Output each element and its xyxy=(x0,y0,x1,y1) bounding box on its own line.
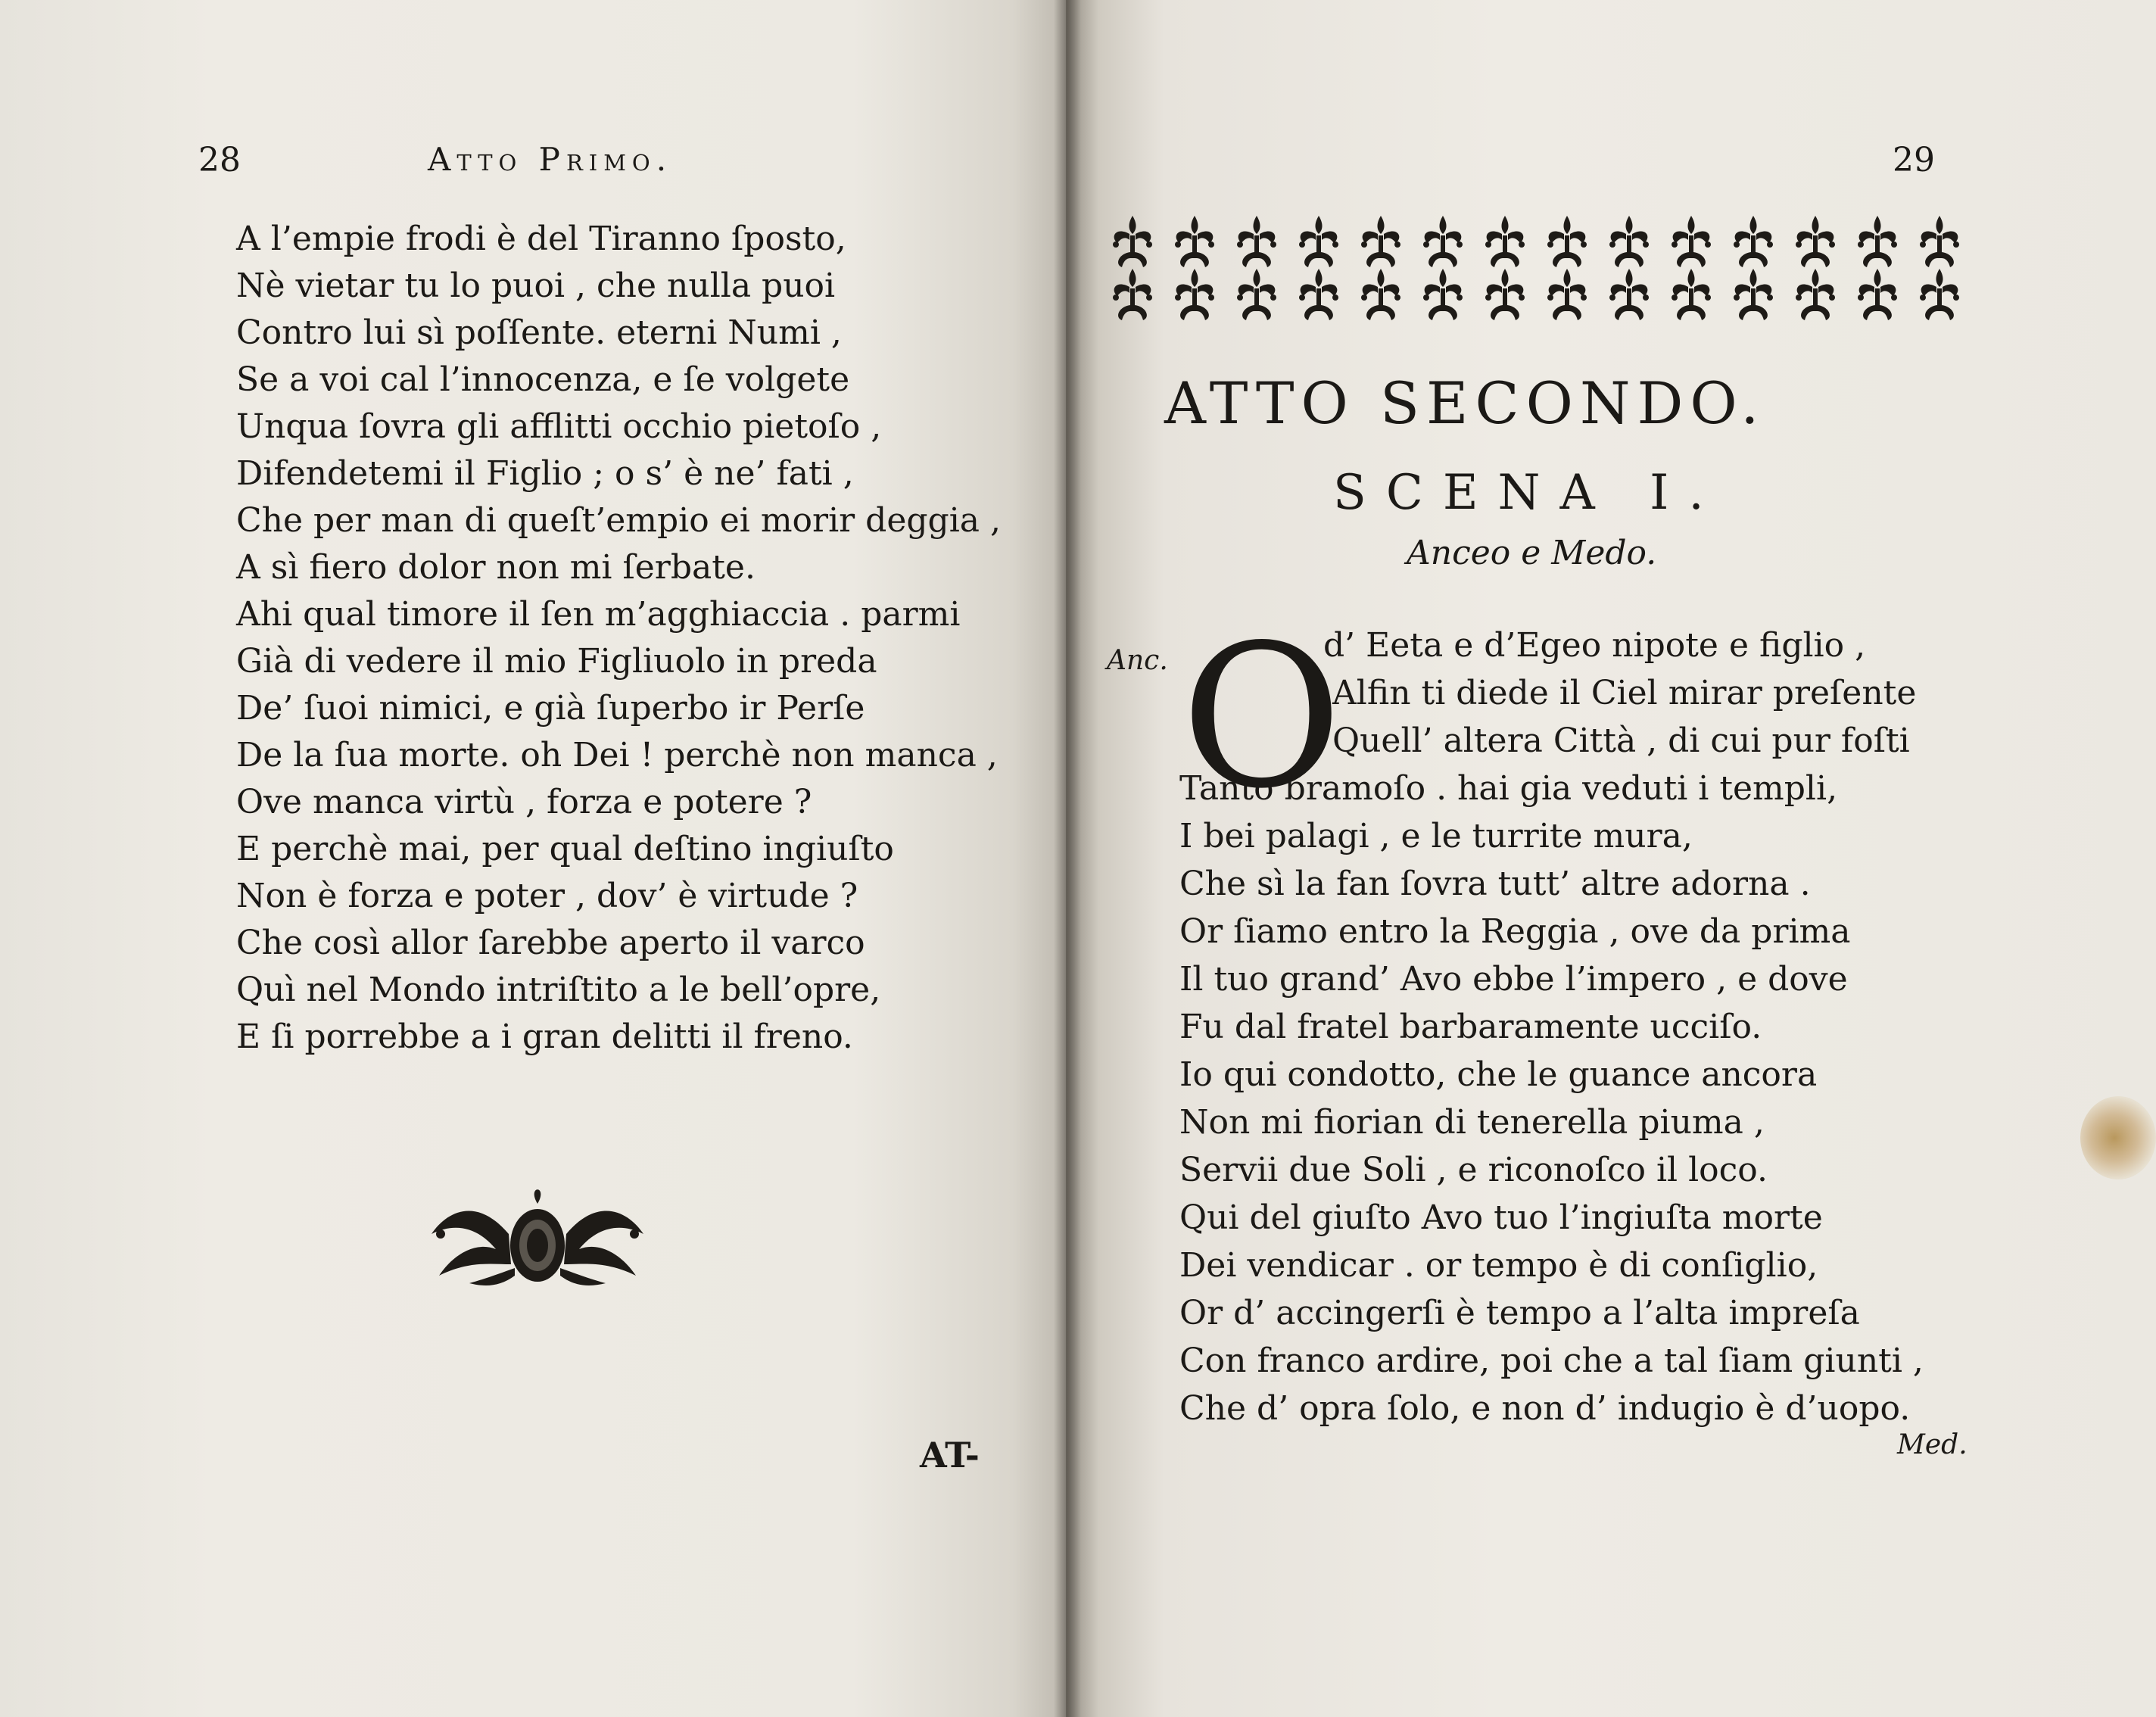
left-catchword: AT- xyxy=(920,1435,980,1475)
verse-line: Non mi fiorian di tenerella piuma , xyxy=(1179,1103,1765,1142)
verse-line: Nè vietar tu lo puoi , che nulla puoi xyxy=(236,266,836,305)
fleuron xyxy=(1858,216,1897,267)
verse-line: Alfin ti diede il Ciel mirar preſente xyxy=(1332,674,1917,712)
fleuron xyxy=(1237,216,1276,267)
fleuron xyxy=(1113,216,1152,267)
verse-line: Or ſiamo entro la Reggia , ove da prima xyxy=(1179,912,1851,951)
verse-line: Or d’ accingerſi è tempo a l’alta impreſa xyxy=(1179,1294,1860,1332)
fleuron xyxy=(1920,216,1959,267)
scene-title: SCENA I. xyxy=(1333,465,1724,521)
paper-stain xyxy=(2080,1096,2156,1179)
verse-line: Se a voi cal l’innocenza, e ſe volgete xyxy=(236,360,850,399)
verse-line: Già di vedere il mio Figliuolo in preda xyxy=(236,642,877,681)
verse-line: Fu dal fratel barbaramente ucciſo. xyxy=(1179,1008,1762,1046)
fleuron xyxy=(1175,216,1214,267)
fleuron xyxy=(1485,216,1525,267)
fleuron xyxy=(1547,269,1587,320)
fleuron xyxy=(1299,269,1338,320)
verse-line: Dei vendicar . or tempo è di conſiglio, xyxy=(1179,1246,1818,1285)
verse-line: Che per man di queſt’empio ei morir deggia , xyxy=(236,501,1001,540)
verse-line: Non è forza e poter , dov’ è virtude ? xyxy=(236,877,858,915)
right-page-number: 29 xyxy=(1893,141,1935,179)
fleuron xyxy=(1113,269,1152,320)
fleuron xyxy=(1423,269,1463,320)
verse-line: A l’empie frodi è del Tiranno ſposto, xyxy=(236,220,846,258)
verse-line: Con franco ardire, poi che a tal ſiam giunti , xyxy=(1179,1342,1924,1380)
left-page-number: 28 xyxy=(198,141,241,179)
fleuron xyxy=(1672,216,1711,267)
fleuron xyxy=(1609,216,1649,267)
fleuron xyxy=(1361,269,1400,320)
fleuron xyxy=(1796,216,1835,267)
verse-line: Che d’ opra ſolo, e non d’ indugio è d’uopo. xyxy=(1179,1389,1911,1428)
fleuron xyxy=(1237,269,1276,320)
verse-line: Ahi qual timore il ſen m’agghiaccia . parmi xyxy=(236,595,961,634)
book-gutter xyxy=(1054,0,1081,1717)
fleuron xyxy=(1609,269,1649,320)
verse-line: Ove manca virtù , forza e potere ? xyxy=(236,783,812,821)
verse-line: Che sì la fan ſovra tutt’ altre adorna . xyxy=(1179,865,1811,903)
verse-line: Contro lui sì poſſente. eterni Numi , xyxy=(236,313,842,352)
drop-cap: O xyxy=(1181,603,1343,832)
verse-line: Quì nel Mondo intriſtito a le bell’opre, xyxy=(236,971,881,1009)
headpiece-ornament xyxy=(1104,204,1973,333)
left-page xyxy=(0,0,1066,1717)
vignette-ornament xyxy=(424,1181,651,1295)
fleuron xyxy=(1547,216,1587,267)
verse-line: De la ſua morte. oh Dei ! perchè non manca , xyxy=(236,736,998,774)
verse-line: Che così allor ſarebbe aperto il varco xyxy=(236,924,865,962)
verse-line: E ſi porrebbe a i gran delitti il freno. xyxy=(236,1017,853,1056)
verse-line: E perchè mai, per qual deſtino ingiuſto xyxy=(236,830,894,868)
verse-line: Quell’ altera Città , di cui pur foſti xyxy=(1332,721,1910,760)
fleuron xyxy=(1423,216,1463,267)
verse-line: De’ ſuoi nimici, e già ſuperbo ir Perſe xyxy=(236,689,865,728)
verse-line: Servii due Soli , e riconoſco il loco. xyxy=(1179,1151,1768,1189)
left-running-title: Atto Primo. xyxy=(428,141,673,178)
left-verse-block xyxy=(236,216,1001,1061)
verse-line: d’ Eeta e d’Egeo nipote e figlio , xyxy=(1323,626,1866,665)
verse-line: Difendetemi il Figlio ; o s’ è ne’ fati , xyxy=(236,454,854,493)
fleuron xyxy=(1734,269,1773,320)
verse-line: Io qui condotto, che le guance ancora xyxy=(1179,1055,1818,1094)
verse-line: Il tuo grand’ Avo ebbe l’impero , e dove xyxy=(1179,960,1848,999)
fleuron xyxy=(1796,269,1835,320)
fleuron xyxy=(1299,216,1338,267)
verse-line: A sì fiero dolor non mi ſerbate. xyxy=(236,548,756,587)
fleuron xyxy=(1485,269,1525,320)
verse-line: Qui del giuſto Avo tuo l’ingiuſta morte xyxy=(1179,1198,1823,1237)
verse-line: I bei palagi , e le turrite mura, xyxy=(1179,817,1693,855)
verse-line: Tanto bramoſo . hai gia veduti i templi, xyxy=(1179,769,1838,808)
verse-line: Unqua ſovra gli afflitti occhio pietoſo , xyxy=(236,407,882,446)
scene-characters: Anceo e Medo. xyxy=(1407,534,1657,572)
fleuron xyxy=(1920,269,1959,320)
fleuron xyxy=(1734,216,1773,267)
fleuron xyxy=(1858,269,1897,320)
fleuron xyxy=(1175,269,1214,320)
right-catchword: Med. xyxy=(1897,1429,1968,1460)
fleuron xyxy=(1672,269,1711,320)
fleuron xyxy=(1361,216,1400,267)
act-title: ATTO SECONDO. xyxy=(1164,369,1766,437)
speaker-label: Anc. xyxy=(1107,645,1168,676)
